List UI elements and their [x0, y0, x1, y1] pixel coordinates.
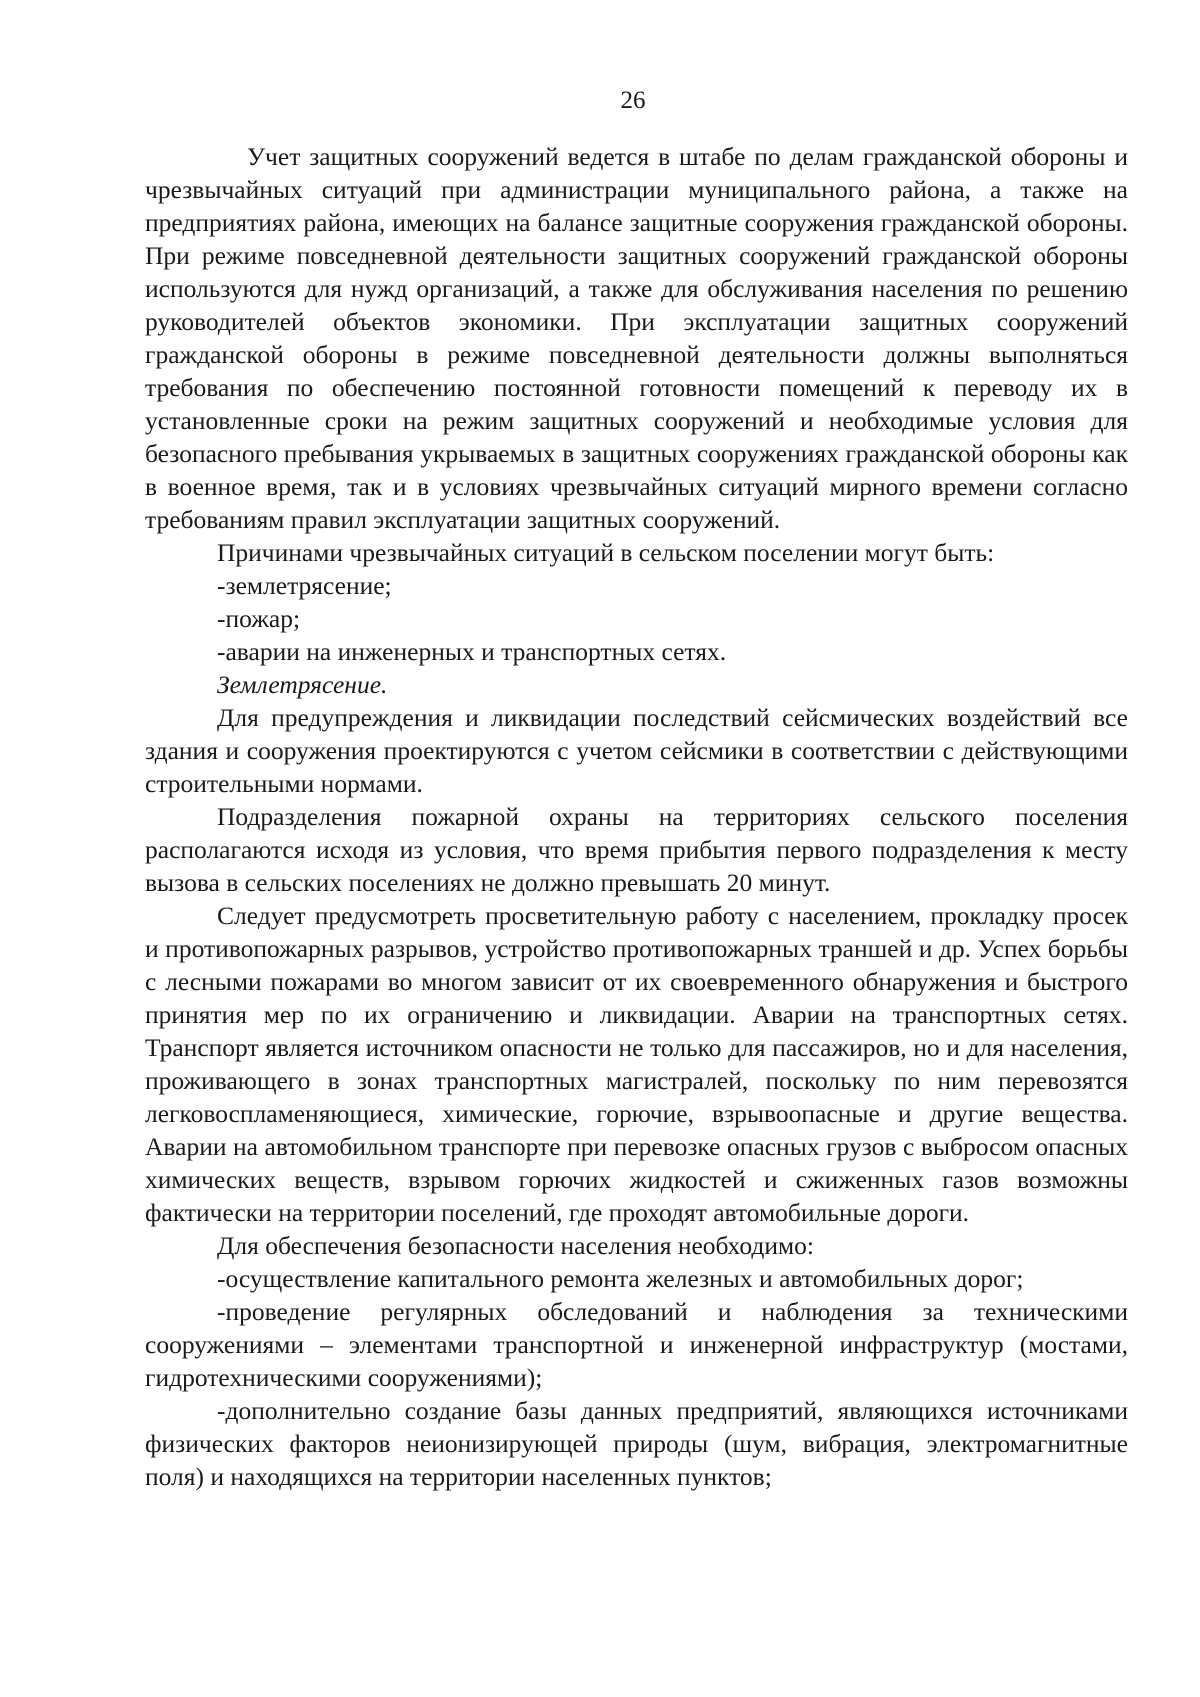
list-item-inspections: -проведение регулярных обследований и наблюдения за техническими сооружениями – элементами транспортной и инженерной инфраструктур (мостами, гидротехническими сооружениями); [145, 1297, 1128, 1392]
list-item-road-repair: -осуществление капитального ремонта железных и автомобильных дорог; [217, 1264, 1024, 1293]
paragraph-seismic-prevention: Для предупреждения и ликвидации последствий сейсмических воздействий все здания и сооружения проектируются с учетом сейсмики в соответствии с действующими строительными нормами. [145, 703, 1128, 798]
paragraph-shelters-accounting: Учет защитных сооружений ведется в штабе по делам гражданской обороны и чрезвычайных ситуаций при администрации муниципального района, а также на предприятиях района, имеющих на балансе защитные сооружения гражданской обороны. При режиме повседневной деятельности защитных сооружений гражданской обороны используются для нужд организаций, а также для обслуживания населения по решению руководителей объектов экономики. При эксплуатации защитных сооружений гражданской обороны в режиме повседневной деятельности должны выполняться требования по обеспечению постоянной готовности помещений к переводу их в установленные сроки на режим защитных сооружений и необходимые условия для безопасного пребывания укрываемых в защитных сооружениях гражданской обороны как в военное время, так и в условиях чрезвычайных ситуаций мирного времени согласно требованиям правил эксплуатации защитных сооружений. [145, 142, 1128, 534]
list-item-network-accidents: -аварии на инженерных и транспортных сетях. [217, 637, 727, 666]
document-body [145, 140, 1128, 1493]
paragraph-fire-prevention-transport: Следует предусмотреть просветительную работу с населением, прокладку просек и противопожарных разрывов, устройство противопожарных траншей и др. Успех борьбы с лесными пожарами во многом зависит от их своевременного обнаружения и быстрого принятия мер по их ограничению и ликвидации. Аварии на транспортных сетях. Транспорт является источником опасности не только для пассажиров, но и для населения, проживающего в зонах транспортных магистралей, поскольку по ним перевозятся легковоспламеняющиеся, химические, горючие, взрывоопасные и другие вещества. Аварии на автомобильном транспорте при перевозке опасных грузов с выбросом опасных химических веществ, взрывом горючих жидкостей и сжиженных газов возможны фактически на территории поселений, где проходят автомобильные дороги. [145, 901, 1128, 1227]
list-item-fire: -пожар; [217, 604, 301, 633]
section-heading-earthquake: Землетрясение. [217, 670, 388, 699]
list-item-database: -дополнительно создание базы данных предприятий, являющихся источниками физических факторов неионизирующей природы (шум, вибрация, электромагнитные поля) и находящихся на территории населенных пунктов; [145, 1396, 1128, 1491]
list-item-earthquake: -землетрясение; [217, 571, 392, 600]
paragraph-fire-units: Подразделения пожарной охраны на территориях сельского поселения располагаются исходя из условия, что время прибытия первого подразделения к месту вызова в сельских поселениях не должно превышать 20 минут. [145, 802, 1128, 897]
page-number: 26 [620, 87, 646, 114]
paragraph-emergency-causes-intro: Причинами чрезвычайных ситуаций в сельском поселении могут быть: [217, 538, 995, 567]
paragraph-safety-measures-intro: Для обеспечения безопасности населения необходимо: [217, 1231, 814, 1260]
